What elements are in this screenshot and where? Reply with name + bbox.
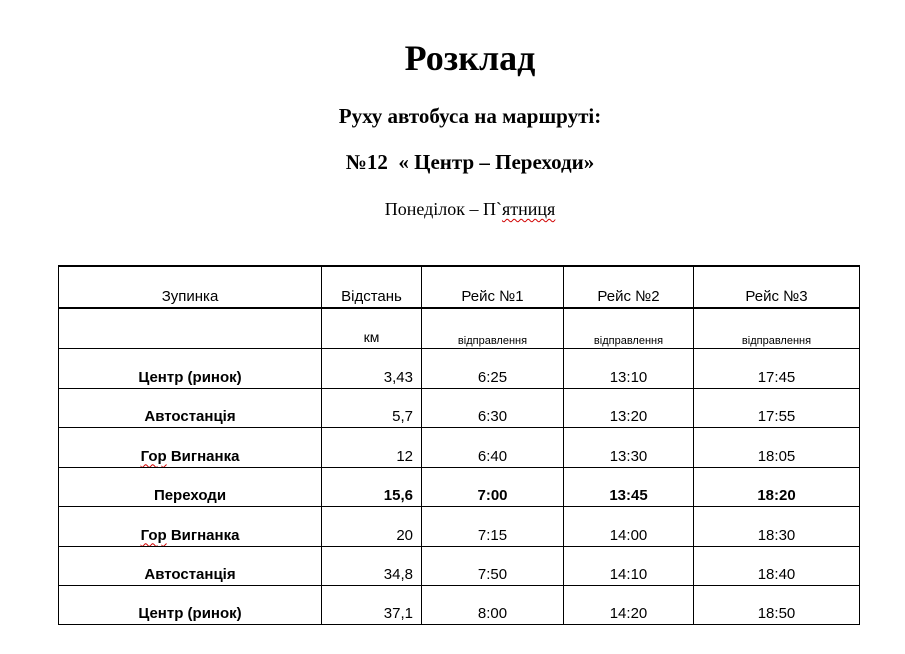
table-row <box>59 348 860 388</box>
schedule-days <box>0 197 905 221</box>
trip-1-time: 6:25 <box>422 348 564 388</box>
table-row <box>59 585 860 624</box>
header-trip-1: Рейс №1 <box>422 266 564 308</box>
header-stop: Зупинка <box>59 266 322 308</box>
trip-1-time: 7:00 <box>422 467 564 506</box>
trip-2-time: 13:20 <box>564 388 694 427</box>
table-row <box>59 427 860 467</box>
trip-2-time: 13:10 <box>564 348 694 388</box>
stop-name-prefix: Автостанція <box>144 407 236 425</box>
subheader-stop <box>59 308 322 348</box>
page-title: Розклад <box>404 38 536 78</box>
distance-cell: 37,1 <box>322 585 422 624</box>
stop-name <box>59 506 322 546</box>
days-suffix: ятниця <box>501 199 556 219</box>
route-name: №12 « Центр – Переходи» <box>345 150 595 174</box>
distance-cell: 12 <box>322 427 422 467</box>
trip-3-time: 18:50 <box>694 585 860 624</box>
distance-cell: 3,43 <box>322 348 422 388</box>
schedule-table <box>58 265 860 625</box>
trip-2-time: 14:20 <box>564 585 694 624</box>
trip-2-time: 13:45 <box>564 467 694 506</box>
trip-3-time: 17:45 <box>694 348 860 388</box>
trip-3-time: 18:30 <box>694 506 860 546</box>
stop-name-prefix: Центр (ринок) <box>138 368 242 386</box>
header-distance: Відстань <box>322 266 422 308</box>
stop-name-suffix: Вигнанка <box>166 447 240 465</box>
stop-name <box>59 467 322 506</box>
distance-cell: 15,6 <box>322 467 422 506</box>
header-trip-2: Рейс №2 <box>564 266 694 308</box>
trip-3-time: 18:05 <box>694 427 860 467</box>
stop-name-prefix: Гор <box>140 447 167 465</box>
days-prefix: Понеділок – П` <box>384 199 502 219</box>
trip-1-time: 7:50 <box>422 546 564 585</box>
stop-name <box>59 388 322 427</box>
subheader-trip-1: відправлення <box>422 308 564 348</box>
stop-name-prefix: Центр (ринок) <box>138 604 242 622</box>
table-row <box>59 506 860 546</box>
subheader-trip-3: відправлення <box>694 308 860 348</box>
stop-name <box>59 427 322 467</box>
trip-1-time: 8:00 <box>422 585 564 624</box>
header-trip-3: Рейс №3 <box>694 266 860 308</box>
trip-1-time: 7:15 <box>422 506 564 546</box>
trip-3-time: 18:40 <box>694 546 860 585</box>
stop-name-prefix: Переходи <box>153 486 227 504</box>
subheader-distance-unit: км <box>322 308 422 348</box>
distance-cell: 20 <box>322 506 422 546</box>
stop-name <box>59 348 322 388</box>
table-row <box>59 467 860 506</box>
stop-name <box>59 585 322 624</box>
stop-name <box>59 546 322 585</box>
trip-1-time: 6:40 <box>422 427 564 467</box>
distance-cell: 5,7 <box>322 388 422 427</box>
table-subheader-row <box>59 308 860 348</box>
stop-name-suffix: Вигнанка <box>166 526 240 544</box>
trip-3-time: 17:55 <box>694 388 860 427</box>
subheader-trip-2: відправлення <box>564 308 694 348</box>
stop-name-prefix: Автостанція <box>144 565 236 583</box>
table-row <box>59 546 860 585</box>
trip-1-time: 6:30 <box>422 388 564 427</box>
stop-name-prefix: Гор <box>140 526 167 544</box>
trip-2-time: 14:10 <box>564 546 694 585</box>
distance-cell: 34,8 <box>322 546 422 585</box>
table-row <box>59 388 860 427</box>
trip-2-time: 13:30 <box>564 427 694 467</box>
trip-2-time: 14:00 <box>564 506 694 546</box>
route-subtitle: Руху автобуса на маршруті: <box>338 104 602 128</box>
table-header-row <box>59 266 860 308</box>
trip-3-time: 18:20 <box>694 467 860 506</box>
